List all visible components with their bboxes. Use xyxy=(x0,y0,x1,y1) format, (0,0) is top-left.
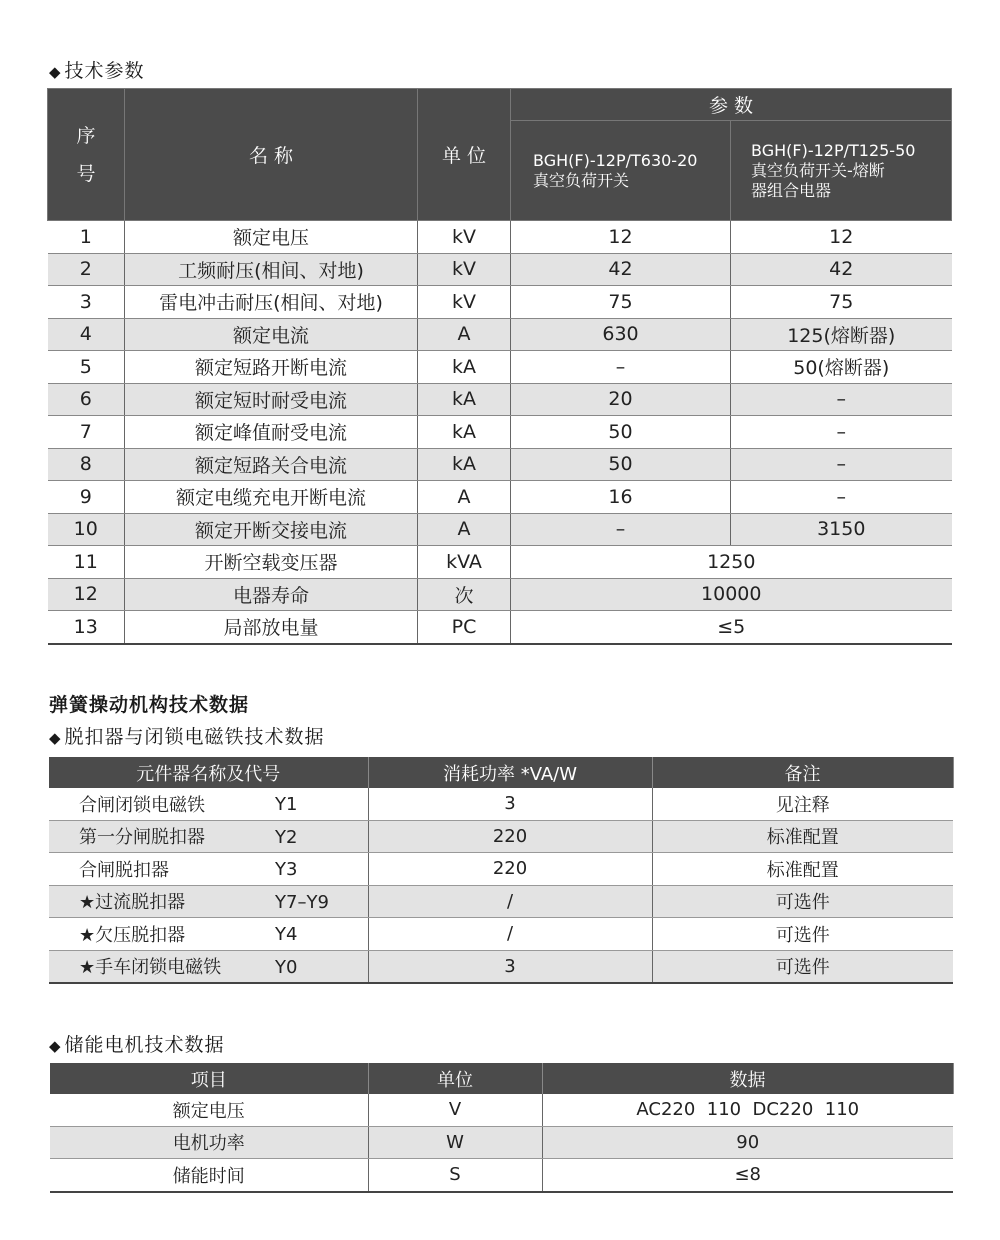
cell-name: 额定短时耐受电流 xyxy=(125,383,418,416)
cell-seq: 3 xyxy=(48,286,125,319)
section-title: 技术参数 xyxy=(64,60,145,82)
cell-model-a: 42 xyxy=(511,253,731,286)
cell-model-b: – xyxy=(731,416,952,449)
cell-seq: 9 xyxy=(48,481,125,514)
cell-name: 额定短路开断电流 xyxy=(125,351,418,384)
cell-model-b: – xyxy=(731,481,952,514)
trip-units-table xyxy=(49,757,954,984)
table-row xyxy=(49,820,953,853)
cell-seq: 13 xyxy=(48,611,125,644)
header-model-b: BGH(F)-12P/T125-50 真空负荷开关-熔断 器组合电器 xyxy=(731,121,952,221)
cell-model-b: 42 xyxy=(731,253,952,286)
cell-data: 90 xyxy=(542,1126,953,1159)
cell-item: 额定电压 xyxy=(50,1094,368,1126)
tech-params-table xyxy=(47,88,952,645)
cell-model-a: – xyxy=(511,351,731,384)
table-row xyxy=(50,1159,953,1192)
cell-power: 220 xyxy=(368,820,652,853)
cell-component xyxy=(49,853,368,886)
component-code: Y3 xyxy=(275,859,298,880)
cell-seq: 1 xyxy=(48,221,125,254)
header-component-name: 元件器名称及代号 xyxy=(49,757,368,788)
cell-name: 局部放电量 xyxy=(125,611,418,644)
section-heading-tech-params xyxy=(49,56,145,83)
cell-unit: kA xyxy=(418,351,511,384)
section-heading-spring-mechanism: 弹簧操动机构技术数据 xyxy=(49,694,250,716)
cell-name: 额定电压 xyxy=(125,221,418,254)
diamond-bullet-icon: ◆ xyxy=(49,1037,62,1055)
cell-model-a: – xyxy=(511,513,731,546)
cell-name: 额定电流 xyxy=(125,318,418,351)
cell-note: 可选件 xyxy=(652,950,953,983)
table-row xyxy=(48,318,952,351)
table-row xyxy=(48,221,952,254)
diamond-bullet-icon: ◆ xyxy=(49,729,62,747)
cell-seq: 7 xyxy=(48,416,125,449)
table-row xyxy=(49,950,953,983)
section-subtitle: 脱扣器与闭锁电磁铁技术数据 xyxy=(64,726,325,748)
cell-model-a: 16 xyxy=(511,481,731,514)
cell-component xyxy=(49,820,368,853)
cell-unit: kVA xyxy=(418,546,511,579)
cell-model-a: 50 xyxy=(511,448,731,481)
cell-name: 额定峰值耐受电流 xyxy=(125,416,418,449)
cell-seq: 2 xyxy=(48,253,125,286)
cell-unit: kA xyxy=(418,416,511,449)
cell-unit: A xyxy=(418,513,511,546)
cell-power: 220 xyxy=(368,853,652,886)
cell-data: ≤8 xyxy=(542,1159,953,1192)
section-heading-trip-units xyxy=(49,722,325,749)
table-row xyxy=(48,513,952,546)
cell-model-b: 75 xyxy=(731,286,952,319)
cell-merged-value: ≤5 xyxy=(511,611,952,644)
diamond-bullet-icon: ◆ xyxy=(49,63,62,81)
component-name: 合闸闭锁电磁铁 xyxy=(79,794,205,816)
cell-name: 雷电冲击耐压(相间、对地) xyxy=(125,286,418,319)
cell-power: 3 xyxy=(368,788,652,820)
cell-power: / xyxy=(368,885,652,918)
header-unit: 单位 xyxy=(368,1063,542,1094)
cell-model-b: – xyxy=(731,383,952,416)
cell-name: 工频耐压(相间、对地) xyxy=(125,253,418,286)
table-row xyxy=(48,253,952,286)
cell-power: 3 xyxy=(368,950,652,983)
component-name: ★手车闭锁电磁铁 xyxy=(79,957,222,979)
component-name: 合闸脱扣器 xyxy=(79,859,169,881)
cell-unit: kV xyxy=(418,221,511,254)
cell-note: 可选件 xyxy=(652,885,953,918)
component-name: 第一分闸脱扣器 xyxy=(79,827,205,849)
cell-component xyxy=(49,918,368,951)
table-row xyxy=(48,448,952,481)
cell-model-a: 12 xyxy=(511,221,731,254)
table-row xyxy=(48,416,952,449)
component-name: ★过流脱扣器 xyxy=(79,892,186,914)
cell-model-b: – xyxy=(731,448,952,481)
cell-item: 电机功率 xyxy=(50,1126,368,1159)
cell-note: 标准配置 xyxy=(652,853,953,886)
cell-seq: 11 xyxy=(48,546,125,579)
cell-unit: kV xyxy=(418,286,511,319)
table-row xyxy=(48,611,952,644)
cell-seq: 4 xyxy=(48,318,125,351)
cell-unit: PC xyxy=(418,611,511,644)
cell-model-b: 3150 xyxy=(731,513,952,546)
cell-note: 标准配置 xyxy=(652,820,953,853)
section-title: 储能电机技术数据 xyxy=(64,1034,225,1056)
motor-table xyxy=(50,1063,954,1193)
header-seq: 序 号 xyxy=(48,89,125,221)
component-name: ★欠压脱扣器 xyxy=(79,924,186,946)
cell-seq: 10 xyxy=(48,513,125,546)
cell-model-a: 630 xyxy=(511,318,731,351)
cell-name: 额定短路关合电流 xyxy=(125,448,418,481)
cell-unit: A xyxy=(418,481,511,514)
table-row xyxy=(50,1094,953,1126)
header-params: 参 数 xyxy=(511,89,952,121)
table-row xyxy=(49,788,953,820)
cell-merged-value: 10000 xyxy=(511,578,952,611)
table-row xyxy=(48,546,952,579)
cell-unit: V xyxy=(368,1094,542,1126)
cell-unit: kV xyxy=(418,253,511,286)
cell-seq: 8 xyxy=(48,448,125,481)
cell-power: / xyxy=(368,918,652,951)
header-item: 项目 xyxy=(50,1063,368,1094)
table-row xyxy=(48,351,952,384)
cell-model-b: 50(熔断器) xyxy=(731,351,952,384)
cell-unit: kA xyxy=(418,383,511,416)
component-code: Y7–Y9 xyxy=(275,891,329,913)
header-note: 备注 xyxy=(652,757,953,788)
table-row xyxy=(49,853,953,886)
cell-seq: 6 xyxy=(48,383,125,416)
cell-name: 开断空载变压器 xyxy=(125,546,418,579)
header-name: 名 称 xyxy=(125,89,418,221)
cell-unit: 次 xyxy=(418,578,511,611)
header-power: 消耗功率 *VA/W xyxy=(368,757,652,788)
cell-unit: S xyxy=(368,1159,542,1192)
table-row xyxy=(49,885,953,918)
component-code: Y1 xyxy=(275,794,298,815)
cell-name: 额定电缆充电开断电流 xyxy=(125,481,418,514)
cell-note: 见注释 xyxy=(652,788,953,820)
cell-seq: 12 xyxy=(48,578,125,611)
cell-component xyxy=(49,788,368,820)
cell-name: 额定开断交接电流 xyxy=(125,513,418,546)
table-row xyxy=(50,1126,953,1159)
cell-data: AC220 110 DC220 110 xyxy=(542,1094,953,1126)
cell-seq: 5 xyxy=(48,351,125,384)
header-data: 数据 xyxy=(542,1063,953,1094)
cell-name: 电器寿命 xyxy=(125,578,418,611)
cell-unit: A xyxy=(418,318,511,351)
header-model-a: BGH(F)-12P/T630-20 真空负荷开关 xyxy=(511,121,731,221)
component-code: Y0 xyxy=(275,956,298,978)
cell-model-a: 20 xyxy=(511,383,731,416)
cell-item: 储能时间 xyxy=(50,1159,368,1192)
cell-note: 可选件 xyxy=(652,918,953,951)
component-code: Y4 xyxy=(275,924,298,945)
cell-component xyxy=(49,950,368,983)
cell-model-a: 50 xyxy=(511,416,731,449)
cell-unit: kA xyxy=(418,448,511,481)
header-unit: 单 位 xyxy=(418,89,511,221)
table-row xyxy=(48,578,952,611)
table-row xyxy=(48,383,952,416)
table-row xyxy=(48,481,952,514)
cell-unit: W xyxy=(368,1126,542,1159)
table-row xyxy=(49,918,953,951)
section-heading-motor xyxy=(49,1030,225,1057)
table-row xyxy=(48,286,952,319)
component-code: Y2 xyxy=(275,826,298,848)
cell-component xyxy=(49,885,368,918)
cell-model-b: 12 xyxy=(731,221,952,254)
cell-model-a: 75 xyxy=(511,286,731,319)
cell-model-b: 125(熔断器) xyxy=(731,318,952,351)
cell-merged-value: 1250 xyxy=(511,546,952,579)
